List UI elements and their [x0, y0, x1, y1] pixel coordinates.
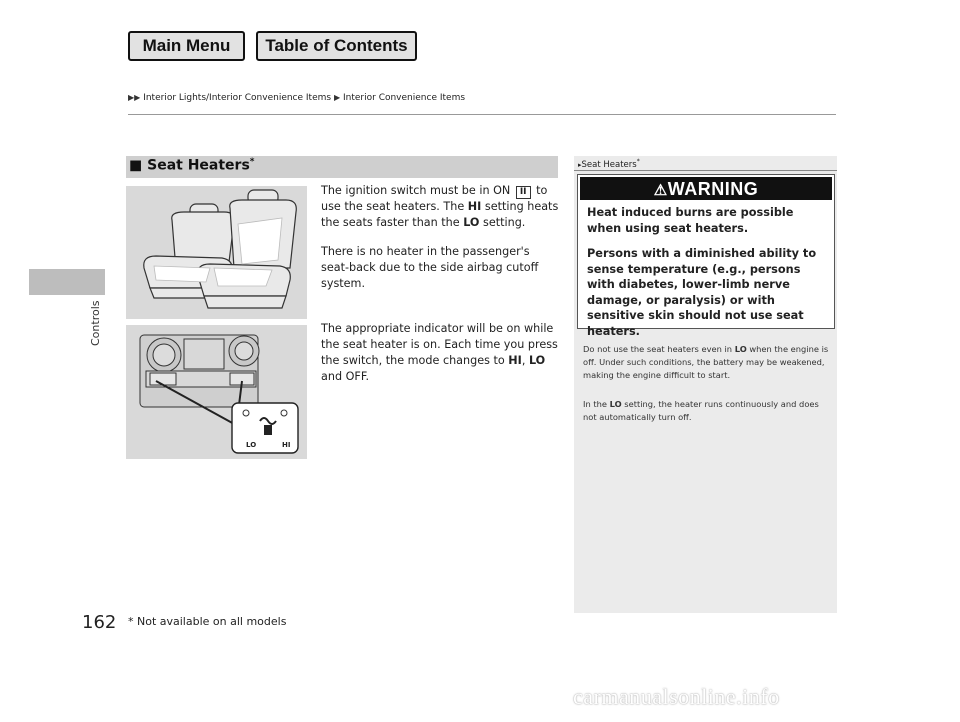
warning-box [577, 174, 835, 338]
breadcrumb-link-interior-lights[interactable]: Interior Lights/Interior Convenience Items [143, 93, 332, 103]
footnote: * Not available on all models [128, 615, 287, 628]
seats-illustration [126, 186, 307, 319]
chapter-tab[interactable] [29, 269, 105, 295]
warning-triangle-icon: ⚠ [653, 182, 668, 199]
watermark: carmanualsonline.info [573, 684, 780, 709]
paragraph-ignition: The ignition switch must be in ON II to use the seat heaters. The HI setting heats the seats faster than the LO setting. [321, 184, 559, 229]
ignition-position-key: II [516, 186, 531, 199]
breadcrumb-arrow-icon: ▶ [333, 93, 341, 102]
warning-header [580, 177, 832, 200]
breadcrumb [128, 93, 465, 103]
section-star: * [249, 157, 255, 167]
breadcrumb-arrow-icon: ▶▶ [128, 93, 141, 102]
main-menu-button[interactable]: Main Menu [128, 31, 245, 61]
warning-label: WARNING [667, 179, 759, 199]
table-of-contents-button[interactable]: Table of Contents [256, 31, 417, 61]
note-marker-icon: ▸ [578, 160, 582, 169]
hi-label: HI [282, 441, 291, 449]
sidebar-divider [574, 170, 837, 171]
paragraph-indicator: The appropriate indicator will be on while the seat heater is on. Each time you press the switch, the mode changes to HI, LO and OFF. [321, 322, 558, 383]
section-title: Seat Heaters [147, 157, 250, 174]
sidebar-title: ▸Seat Heaters* [578, 158, 640, 170]
header-divider [128, 114, 836, 115]
chapter-label: Controls [89, 300, 102, 346]
breadcrumb-current: Interior Convenience Items [343, 93, 466, 103]
note-battery: Do not use the seat heaters even in LO when the engine is off. Under such conditions, the battery may be weakened, making the engine difficult to start. [583, 344, 829, 380]
section-square-icon: ■ [129, 157, 143, 174]
warning-text-burns: Heat induced burns are possible when using seat heaters. [587, 206, 794, 235]
page-number: 162 [82, 612, 117, 633]
paragraph-passenger: There is no heater in the passenger's seat-back due to the side airbag cutoff system. [321, 245, 539, 290]
sidebar-notes [574, 156, 837, 613]
seat-heater-switch-illustration [126, 325, 307, 459]
lo-label: LO [246, 441, 257, 449]
warning-text-persons: Persons with a diminished ability to sense temperature (e.g., persons with diabetes, lower-limb nerve damage, or paralysis) or with sensitive skin should not use seat heaters. [587, 247, 817, 338]
section-header [126, 156, 558, 178]
note-lo-setting: In the LO setting, the heater runs continuously and does not automatically turn off. [583, 399, 819, 422]
